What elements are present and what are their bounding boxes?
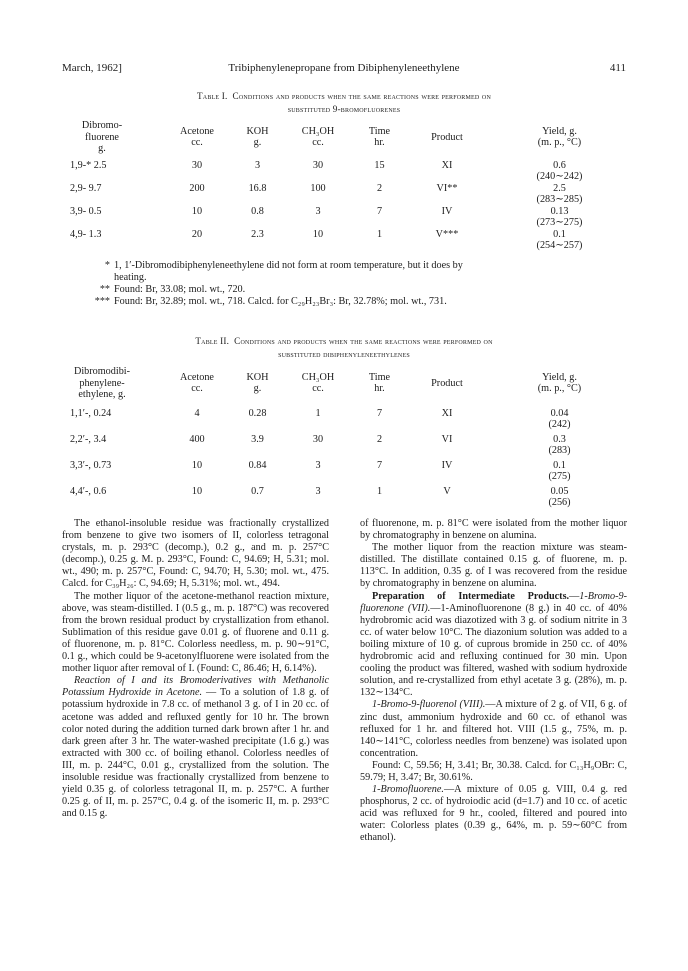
table1-mp-cell: (283∼285) — [536, 194, 583, 205]
table1-caption-line1: Conditions and products when the same reactions were performed on — [232, 91, 491, 101]
table1-cell: 0.13 — [550, 206, 569, 217]
table2-col-header-line: (m. p., °C) — [537, 383, 582, 395]
table1-note — [92, 272, 626, 284]
table2-col-header-line: hr. — [374, 383, 385, 395]
table1-col-header-line: cc. — [191, 137, 203, 149]
table2-mp-cell: (242) — [548, 419, 571, 430]
table1-cell: 2 — [376, 183, 383, 194]
table1-col-header-line: Acetone — [180, 125, 214, 137]
note-mark: * — [104, 260, 110, 271]
text-run: The ethanol-insoluble residue was fractionally crystallized from benzene to give two isomers of II, colorless tetragonal crystals, m. p. 293°C (decomp.), 0.2 g., and m. p. 257°C (decomp.), 0.25 g. M. p. 293°C, Found: C, 94.69; H, 5.31; mol. wt., 490; m. p. 257°C, Found: C, 94.70; H, 5.30; mol. wt., 475. Calcd. for C₃₉H₂₆: C, 94.69; H, 5.31%; mol. wt., 494. — [62, 518, 329, 590]
table2-cell: 1,1′-, 0.24 — [70, 408, 112, 419]
table1-notes — [92, 260, 626, 308]
table1-cell: 30 — [191, 160, 203, 171]
table2 — [62, 366, 627, 506]
table2-col-header-line: Product — [431, 377, 463, 389]
table2-col-header — [167, 372, 227, 395]
table2-mp-cell: (283) — [548, 445, 571, 456]
table1-cell: 3 — [315, 206, 321, 217]
table2-col-header-line: Acetone — [180, 371, 214, 383]
table2-cell: 10 — [191, 486, 203, 497]
table1-cell: 1,9-* 2.5 — [70, 160, 107, 171]
table2-cell: 30 — [312, 434, 324, 445]
italic-run: 1-Bromo-9-fluorenol (VIII). — [372, 699, 486, 711]
table1-col-header — [288, 126, 348, 149]
italic-run: 1-Bromo-9-fluorenone (VII). — [360, 590, 627, 614]
table1-col-header-line: Product — [431, 131, 463, 143]
table2-caption-line2: substituted dibiphenyleneethylenes — [278, 349, 410, 359]
italic-run: 1-Bromofluorene. — [372, 784, 444, 796]
table2-cell: 0.84 — [248, 460, 267, 471]
table2-col-header — [352, 372, 407, 395]
text-run: of fluorenone, m. p. 81°C were isolated from the mother liquor by chromatography in benzene on alumina. — [360, 518, 627, 542]
body-paragraph — [360, 518, 627, 542]
text-run: — — [569, 590, 580, 602]
table1-cell: 3 — [254, 160, 261, 171]
note-text: Found: Br, 32.89; mol. wt., 718. Calcd. for C₂₉H₂₃Br₃: Br, 32.78%; mol. wt., 731. — [114, 296, 447, 307]
note-text: heating. — [114, 272, 147, 283]
note-text: Found: Br, 33.08; mol. wt., 720. — [114, 284, 246, 295]
table2-col-header — [412, 378, 482, 390]
table1-col-header — [352, 126, 407, 149]
table2-col-header-line: cc. — [191, 383, 203, 395]
table1-col-header-line: cc. — [312, 137, 324, 149]
table1-cell: 200 — [189, 183, 205, 194]
table1-cell: 2.5 — [553, 183, 566, 194]
table1-col-header-line: g. — [253, 137, 262, 149]
table1-cell: VI** — [436, 183, 458, 194]
table2-cell: XI — [441, 408, 453, 419]
table1-col-header — [412, 132, 482, 144]
table1-cell: 16.8 — [248, 183, 267, 194]
text-run: Found: C, 59.56; H, 3.41; Br, 30.38. Calcd. for C₁₃H₉OBr: C, 59.79; H, 3.47; Br, 30.61%. — [360, 759, 627, 783]
italic-run: Reaction of I and its Bromoderivatives with Methanolic Potassium Hydroxide in Acetone. — [62, 675, 329, 699]
table2-col-header-line: Yield, g. — [542, 371, 577, 383]
body-paragraph — [360, 591, 627, 700]
text-run: — To a solution of 1.8 g. of potassium hydroxide in 7.8 cc. of methanol 3 g. of I in 20 cc. of acetone was added and refluxed gently for 10 hr. The brown color noted during the addition turned dark brown after 1 hr. and dark green after 3 hr. The water-washed precipitate (1.6 g.) was extracted with 300 cc. of boiling ethanol. Colorless needles of III, m. p. 244°C, 0.01 g., crystallized from the solution. The insoluble residue was fractionally crystallized from benzene to yield 0.35 g. of colorless tetragonal II, m. p. 257°C. A further 0.25 g. of II, m. p. 257°C, 0.4 g. of the isomeric II, m. p. 293°C and 0.15 g. — [62, 687, 330, 820]
body-paragraph — [360, 760, 627, 784]
table1-col-header — [230, 126, 285, 149]
running-header — [62, 62, 626, 78]
table1-col-header-line: Yield, g. — [542, 125, 577, 137]
table2-cell: 4,4′-, 0.6 — [70, 486, 107, 497]
table1-col-header-line: g. — [98, 143, 106, 154]
body-column-left — [62, 518, 329, 820]
note-mark: ** — [99, 284, 110, 295]
text-run: —A mixture of 0.05 g. VIII, 0.4 g. red phosphorus, 2 cc. of hydroiodic acid (d=1.7) and 10 cc. of acetic acid was refluxed for 9 hr., cooled, filtered and poured into water: Colorless plates (0.39 g., 64%, m. p. 59∼60°C from ethanol). — [360, 784, 627, 844]
body-column-right — [360, 518, 627, 845]
table1-cell: IV — [441, 206, 453, 217]
table1-mp-cell: (273∼275) — [536, 217, 583, 228]
table1-cell: 7 — [376, 206, 383, 217]
table2-col-header-line: Dibromodibi- — [73, 366, 131, 377]
table1-note — [92, 284, 626, 296]
table1-cell: 3,9- 0.5 — [70, 206, 102, 217]
table1-col-header — [62, 120, 142, 155]
table1-cell: 0.1 — [553, 229, 566, 240]
table2-cell: 400 — [189, 434, 205, 445]
table2-col-header-line: cc. — [312, 383, 324, 395]
table2-col-header — [288, 372, 348, 395]
table1-col-header-line: (m. p., °C) — [537, 137, 582, 149]
table1-cell: 2,9- 9.7 — [70, 183, 102, 194]
table1-cell: 10 — [191, 206, 203, 217]
table2-cell: 3 — [315, 460, 321, 471]
table1-cell: 4,9- 1.3 — [70, 229, 102, 240]
table1-cell: 20 — [191, 229, 203, 240]
table1-caption-line2: substituted 9-bromofluorenes — [287, 104, 401, 114]
table1-cell: V*** — [435, 229, 459, 240]
table1-mp-cell: (240∼242) — [536, 171, 583, 182]
table2-cell: 7 — [376, 408, 383, 419]
table1-caption — [62, 90, 626, 116]
body-paragraph — [62, 675, 329, 820]
table1-cell: 0.8 — [251, 206, 264, 217]
table2-cell: 7 — [376, 460, 383, 471]
table1-col-header — [167, 126, 227, 149]
table2-cell: 4 — [194, 408, 200, 419]
table1-cell: 2.3 — [251, 229, 264, 240]
table2-cell: 0.28 — [248, 408, 267, 419]
table1-cell: 0.6 — [553, 160, 566, 171]
table2-cell: 1 — [376, 486, 383, 497]
table2-cell: 3.9 — [251, 434, 264, 445]
table2-caption-line1: Conditions and products when the same reactions were performed on — [234, 336, 493, 346]
table2-cell: 1 — [315, 408, 321, 419]
table2-cell: 0.1 — [553, 460, 566, 471]
table1-col-header-line: fluorene — [85, 131, 119, 143]
note-text: 1, 1′-Dibromodibiphenyleneethylene did not form at room temperature, but it does by — [114, 260, 463, 271]
table1-col-header-line: hr. — [374, 137, 385, 149]
table1 — [62, 120, 627, 252]
table1-cell: 1 — [376, 229, 383, 240]
table2-caption — [62, 335, 626, 361]
table1-cell: 10 — [312, 229, 324, 240]
table2-col-header-line: ethylene, g. — [78, 389, 126, 400]
text-run: —A mixture of 2 g. of VII, 6 g. of zinc dust, ammonium hydroxide and 60 cc. of ethanol was refluxed for 1 hr. and filtered hot. VIII (1.5 g., 75%, m. p. 140∼141°C, colorless needles from benzene) was isolated upon concentration. — [360, 699, 627, 759]
table1-cell: 30 — [312, 160, 324, 171]
running-title: Tribiphenylenepropane from Dibiphenyleneethylene — [228, 62, 460, 74]
table1-col-header-line: CH₃OH — [301, 125, 335, 137]
table2-cell: 3,3′-, 0.73 — [70, 460, 112, 471]
table2-cell: 3 — [315, 486, 321, 497]
table2-col-header — [62, 366, 142, 401]
table1-label: Table I. — [197, 91, 228, 101]
table2-cell: 0.3 — [553, 434, 566, 445]
table2-mp-cell: (256) — [548, 497, 571, 508]
table2-col-header — [492, 372, 627, 395]
page-number: 411 — [609, 62, 626, 74]
body-paragraph — [360, 699, 627, 759]
table1-mp-cell: (254∼257) — [536, 240, 583, 251]
table2-mp-cell: (275) — [548, 471, 571, 482]
table2-cell: 10 — [191, 460, 203, 471]
table2-cell: 0.7 — [251, 486, 264, 497]
note-mark: *** — [94, 296, 110, 307]
text-run: —1-Aminofluorenone (8 g.) in 40 cc. of 40% hydrobromic acid was diazotized with 3 g. of sodium nitrite in 3 cc. of water below 10°C. The diazonium solution was added to a boiling mixture of 10 g. of cuprous bromide in 250 cc. of 40% hydrobromic acid and refluxing continued for 30 min. Upon cooling the product was filtered, washed with sodium hydroxide solution, and re-crystallized from ethyl acetate 3 g. (28%), m. p. 132∼134°C. — [360, 602, 627, 699]
table1-col-header-line: KOH — [246, 125, 269, 137]
body-paragraph — [62, 591, 329, 676]
table1-col-header-line: Time — [368, 125, 391, 137]
table1-cell: 15 — [374, 160, 385, 171]
table1-cell: 100 — [310, 183, 326, 194]
table1-note — [92, 296, 626, 308]
body-paragraph — [360, 784, 627, 844]
table2-cell: V — [443, 486, 451, 497]
table2-cell: IV — [441, 460, 453, 471]
table2-cell: 2 — [376, 434, 383, 445]
table2-cell: 0.04 — [550, 408, 569, 419]
body-paragraph — [360, 542, 627, 590]
table2-col-header — [230, 372, 285, 395]
text-run: The mother liquor of the acetone-methanol reaction mixture, above, was steam-distilled. I (0.5 g., m. p. 187°C) was recovered from the brown residual product by crystallization from ethanol. Sublimation of this residue gave 0.01 g. of fluorene and 0.11 g. of fluorenone, m. p. 81°C. Colorless needless, m. p. 90∼91°C, 0.1 g., which could be 9-acetonylfluorene were isolated from the mother liquor after removal of I. (Found: C, 86.46; H, 6.14%). — [62, 590, 329, 675]
table2-col-header-line: Time — [368, 371, 391, 383]
table2-col-header-line: CH₃OH — [301, 371, 335, 383]
journal-date: March, 1962] — [62, 62, 122, 74]
table2-cell: VI — [441, 434, 453, 445]
table2-col-header-line: KOH — [246, 371, 269, 383]
table1-col-header — [492, 126, 627, 149]
table1-cell: XI — [441, 160, 453, 171]
table2-cell: 2,2′-, 3.4 — [70, 434, 107, 445]
table1-note — [92, 260, 626, 272]
table2-col-header-line: phenylene- — [79, 377, 125, 389]
text-run: The mother liquor from the reaction mixture was steam-distilled. The distillate contained 0.15 g. of fluorene, m. p. 113°C. In addition, 0.35 g. of I was recovered from the residue by chromatography in benzene on alumina. — [360, 542, 627, 590]
table1-col-header-line: Dibromo- — [81, 120, 123, 131]
table2-col-header-line: g. — [253, 383, 262, 395]
table2-cell: 0.05 — [550, 486, 569, 497]
section-heading: Preparation of Intermediate Products. — [372, 590, 570, 602]
table2-label: Table II. — [195, 336, 230, 346]
body-paragraph — [62, 518, 329, 591]
